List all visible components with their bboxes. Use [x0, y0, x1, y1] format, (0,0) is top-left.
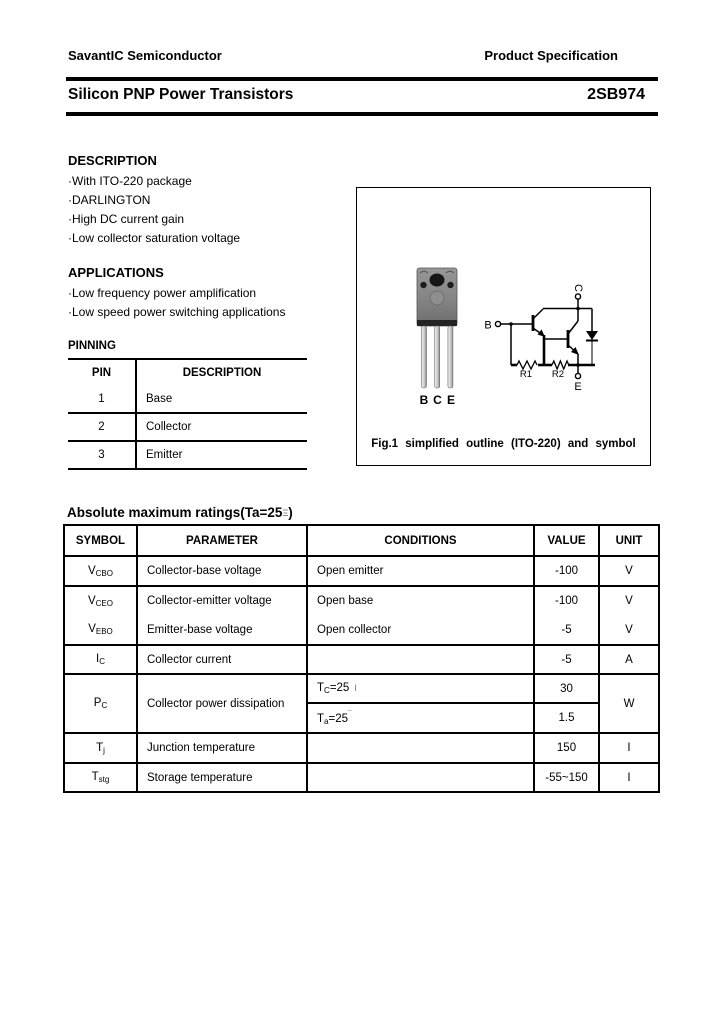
cond-rest: =25: [329, 682, 350, 694]
pin-dot: [447, 282, 453, 288]
ratings-title: [67, 505, 293, 520]
conditions-cell: [307, 763, 534, 792]
applications-section: [68, 265, 285, 322]
terminal-c: [575, 294, 580, 299]
schematic-label-c: C: [572, 284, 584, 292]
parameter-cell: Collector-emitter voltage: [137, 586, 307, 615]
symbol-base: T: [96, 741, 104, 754]
header-rule-top: [66, 77, 658, 81]
abs-max-ratings-table: [63, 524, 660, 793]
symbol-cell: [64, 645, 137, 674]
schematic-label-r1: R1: [519, 369, 533, 380]
parameter-cell: Storage temperature: [137, 763, 307, 792]
diode-symbol: [586, 331, 598, 341]
conditions-cell: Open collector: [307, 615, 534, 645]
unit-cell: I: [599, 763, 659, 792]
cond-rest: =25: [328, 713, 348, 725]
description-item: ·DARLINGTON: [68, 193, 151, 207]
description-section: [68, 153, 240, 248]
resistor-r2: [552, 361, 569, 369]
pin-label-b: B: [419, 393, 429, 407]
table-row: [68, 385, 307, 413]
table-row: [68, 441, 307, 469]
table-row: [64, 556, 659, 586]
conditions-cell: [307, 674, 534, 703]
company-name: SavantIC Semiconductor: [68, 48, 222, 63]
cond-base: T: [317, 682, 325, 694]
header-rule-bottom: [66, 112, 658, 116]
pin-number: 1: [68, 385, 136, 413]
mounting-hole: [430, 274, 445, 287]
resistor-r1: [517, 361, 537, 369]
applications-heading: APPLICATIONS: [68, 265, 164, 280]
symbol-base: V: [88, 623, 96, 635]
package-outline-image: [402, 258, 492, 408]
value-cell: 150: [534, 733, 599, 763]
pinning-table: [68, 358, 307, 470]
package-base-strip: [417, 320, 457, 326]
col-header-unit: UNIT: [599, 525, 659, 556]
degree-glyph: Ξ: [282, 508, 289, 518]
table-row: [68, 413, 307, 441]
parameter-cell: Junction temperature: [137, 733, 307, 763]
unit-cell: V: [599, 556, 659, 586]
col-header-value: VALUE: [534, 525, 599, 556]
symbol-base: V: [87, 594, 96, 607]
schematic-label-e: E: [574, 381, 582, 393]
symbol-cell: [64, 586, 137, 615]
conditions-cell: [307, 645, 534, 674]
table-row: [64, 645, 659, 674]
pin-label-e: E: [446, 393, 456, 407]
page-title: Silicon PNP Power Transistors: [68, 86, 294, 103]
pin-number: 3: [68, 441, 136, 469]
applications-item: ·Low frequency power amplification: [68, 286, 257, 300]
value-cell: -5: [534, 615, 599, 645]
description-item: ·Low collector saturation voltage: [68, 231, 241, 245]
cond-base: T: [317, 713, 325, 725]
table-row: [64, 586, 659, 615]
symbol-subscript: stg: [98, 775, 110, 784]
pin-description: Collector: [136, 413, 307, 441]
parameter-cell: Collector current: [137, 645, 307, 674]
symbol-subscript: C: [101, 701, 108, 710]
pinning-header-row: [68, 359, 307, 385]
page-header: [68, 48, 618, 63]
schematic-label-r2: R2: [551, 369, 565, 380]
symbol-cell: [64, 556, 137, 586]
applications-item: ·Low speed power switching applications: [68, 305, 286, 319]
degree-glyph: Ι: [354, 683, 357, 693]
ratings-header-row: [64, 525, 659, 556]
symbol-subscript: EBO: [95, 627, 113, 636]
pin-label-c: C: [433, 393, 442, 407]
symbol-cell: [64, 674, 137, 733]
pinning-heading: PINNING: [68, 340, 116, 352]
symbol-subscript: CBO: [95, 568, 113, 578]
table-row: [64, 674, 659, 703]
conditions-cell: Open base: [307, 586, 534, 615]
pin-column-header: PIN: [68, 359, 136, 385]
table-row: [64, 733, 659, 763]
value-cell: -55~150: [534, 763, 599, 792]
unit-cell: V: [599, 615, 659, 645]
conditions-cell: Open emitter: [307, 556, 534, 586]
part-number: 2SB974: [587, 86, 645, 103]
symbol-subscript: CEO: [95, 598, 113, 608]
q1-emitter-arrow: [538, 330, 546, 338]
value-cell: -5: [534, 645, 599, 674]
pin-desc-column-header: DESCRIPTION: [182, 366, 262, 379]
symbol-base: T: [91, 771, 99, 783]
terminal-e: [575, 373, 580, 378]
symbol-cell: [64, 763, 137, 792]
symbol-base: I: [96, 653, 100, 665]
conditions-cell: [307, 733, 534, 763]
col-header-parameter: PARAMETER: [137, 525, 307, 556]
unit-cell: A: [599, 645, 659, 674]
doc-type: Product Specification: [484, 48, 618, 63]
parameter-cell: Collector power dissipation: [137, 674, 307, 733]
col-header-symbol: SYMBOL: [64, 525, 137, 556]
value-cell: 30: [534, 674, 599, 703]
package-legs: [422, 326, 453, 388]
title-row: [68, 86, 645, 104]
table-row: [64, 763, 659, 792]
table-row: [64, 615, 659, 645]
symbol-subscript: C: [99, 657, 105, 666]
ratings-title-paren: ): [288, 505, 293, 520]
value-cell: -100: [534, 556, 599, 586]
pin-description: Base: [136, 385, 307, 413]
degree-glyph: ‾: [348, 710, 352, 721]
unit-cell: W: [599, 674, 659, 733]
center-boss: [430, 291, 444, 305]
ratings-title-text: Absolute maximum ratings(Ta=25: [67, 505, 283, 520]
symbol-subscript: j: [103, 745, 105, 755]
schematic-label-b: B: [484, 319, 492, 332]
terminal-b: [495, 321, 500, 326]
conditions-cell: [307, 703, 534, 733]
description-item: ·High DC current gain: [68, 212, 185, 226]
symbol-cell: [64, 615, 137, 645]
unit-cell: I: [599, 733, 659, 763]
pin-description: Emitter: [136, 441, 307, 469]
parameter-cell: Emitter-base voltage: [137, 615, 307, 645]
symbol-cell: [64, 733, 137, 763]
unit-cell: V: [599, 586, 659, 615]
parameter-cell: Collector-base voltage: [137, 556, 307, 586]
symbol-base: P: [93, 697, 102, 709]
cond-subscript: a: [324, 717, 329, 726]
value-cell: -100: [534, 586, 599, 615]
description-heading: DESCRIPTION: [68, 153, 157, 168]
symbol-base: V: [87, 564, 96, 577]
transistor-symbol-schematic: [480, 282, 652, 396]
cond-subscript: C: [324, 686, 330, 695]
value-cell: 1.5: [534, 703, 599, 733]
col-header-conditions: CONDITIONS: [307, 525, 534, 556]
pin-number: 2: [68, 413, 136, 441]
description-item: ·With ITO-220 package: [68, 174, 192, 188]
figure-caption: Fig.1 simplified outline (ITO-220) and symbol: [371, 438, 636, 450]
pin-dot: [420, 282, 426, 288]
